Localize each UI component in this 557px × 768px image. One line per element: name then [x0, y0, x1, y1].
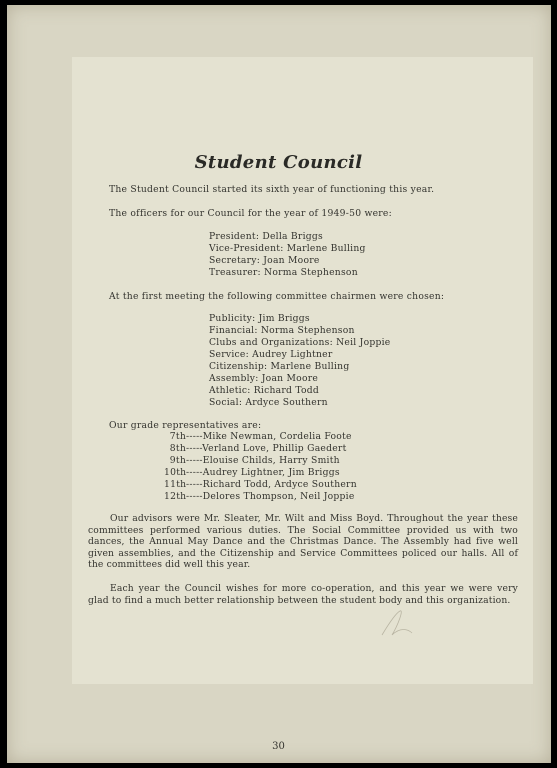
- committee-item: Athletic: Richard Todd: [209, 385, 320, 396]
- paragraph-text: Our advisors were Mr. Sleater, Mr. Wilt and Miss Boyd. Throughout the year these committees performed various duties. The Social Committee provided us with two dances, the Annual May Dance and the Christmas Dance. The Assembly had five well given assemblies, and the Citizenship and Service Committees policed our halls. All of the committees did well this year.: [88, 513, 518, 571]
- rep-names: -----Elouise Childs, Harry Smith: [186, 455, 340, 466]
- paragraph-text: Each year the Council wishes for more co-operation, and this year we were very glad to find a much better relationship between the student body and this organization.: [88, 583, 518, 606]
- officer-item: Vice-President: Marlene Bulling: [209, 243, 366, 254]
- intro-text: The Student Council started its sixth year of functioning this year.: [109, 184, 435, 195]
- rep-row: [164, 455, 340, 466]
- committee-item: Assembly: Joan Moore: [209, 373, 319, 384]
- page-title: Student Council: [194, 152, 363, 173]
- committee-item: Publicity: Jim Briggs: [209, 313, 310, 324]
- rep-row: [164, 491, 355, 502]
- rep-row: [164, 431, 352, 442]
- rep-grade: 11th: [164, 479, 187, 490]
- rep-names: -----Audrey Lightner, Jim Briggs: [186, 467, 340, 478]
- rep-row: [164, 479, 357, 490]
- rep-grade: 9th: [169, 455, 186, 466]
- officer-item: Secretary: Joan Moore: [209, 255, 320, 266]
- rep-grade: 7th: [169, 431, 186, 442]
- rep-grade: 8th: [169, 443, 186, 454]
- rep-names: -----Delores Thompson, Neil Joppie: [186, 491, 355, 502]
- committee-item: Financial: Norma Stephenson: [209, 325, 355, 336]
- committee-item: Service: Audrey Lightner: [209, 349, 333, 360]
- rep-row: [164, 443, 347, 454]
- rep-row: [164, 467, 340, 478]
- officer-item: Treasurer: Norma Stephenson: [209, 267, 358, 278]
- officers-intro: The officers for our Council for the year of 1949-50 were:: [109, 208, 392, 219]
- pencil-mark-decoration: [378, 605, 418, 645]
- rep-names: -----Verland Love, Phillip Gaedert: [186, 443, 347, 454]
- rep-names: -----Mike Newman, Cordelia Foote: [186, 431, 352, 442]
- committee-item: Social: Ardyce Southern: [209, 397, 328, 408]
- committee-item: Clubs and Organizations: Neil Joppie: [209, 337, 391, 348]
- rep-names: -----Richard Todd, Ardyce Southern: [186, 479, 357, 490]
- committee-item: Citizenship: Marlene Bulling: [209, 361, 350, 372]
- rep-grade: 10th: [164, 467, 187, 478]
- reps-intro: Our grade representatives are:: [109, 420, 262, 431]
- advisors-paragraph: [88, 513, 518, 571]
- committee-intro: At the first meeting the following committee chairmen were chosen:: [109, 291, 445, 302]
- officer-item: President: Della Briggs: [209, 231, 323, 242]
- closing-paragraph: [88, 583, 518, 606]
- page-number: 30: [272, 741, 285, 752]
- rep-grade: 12th: [164, 491, 187, 502]
